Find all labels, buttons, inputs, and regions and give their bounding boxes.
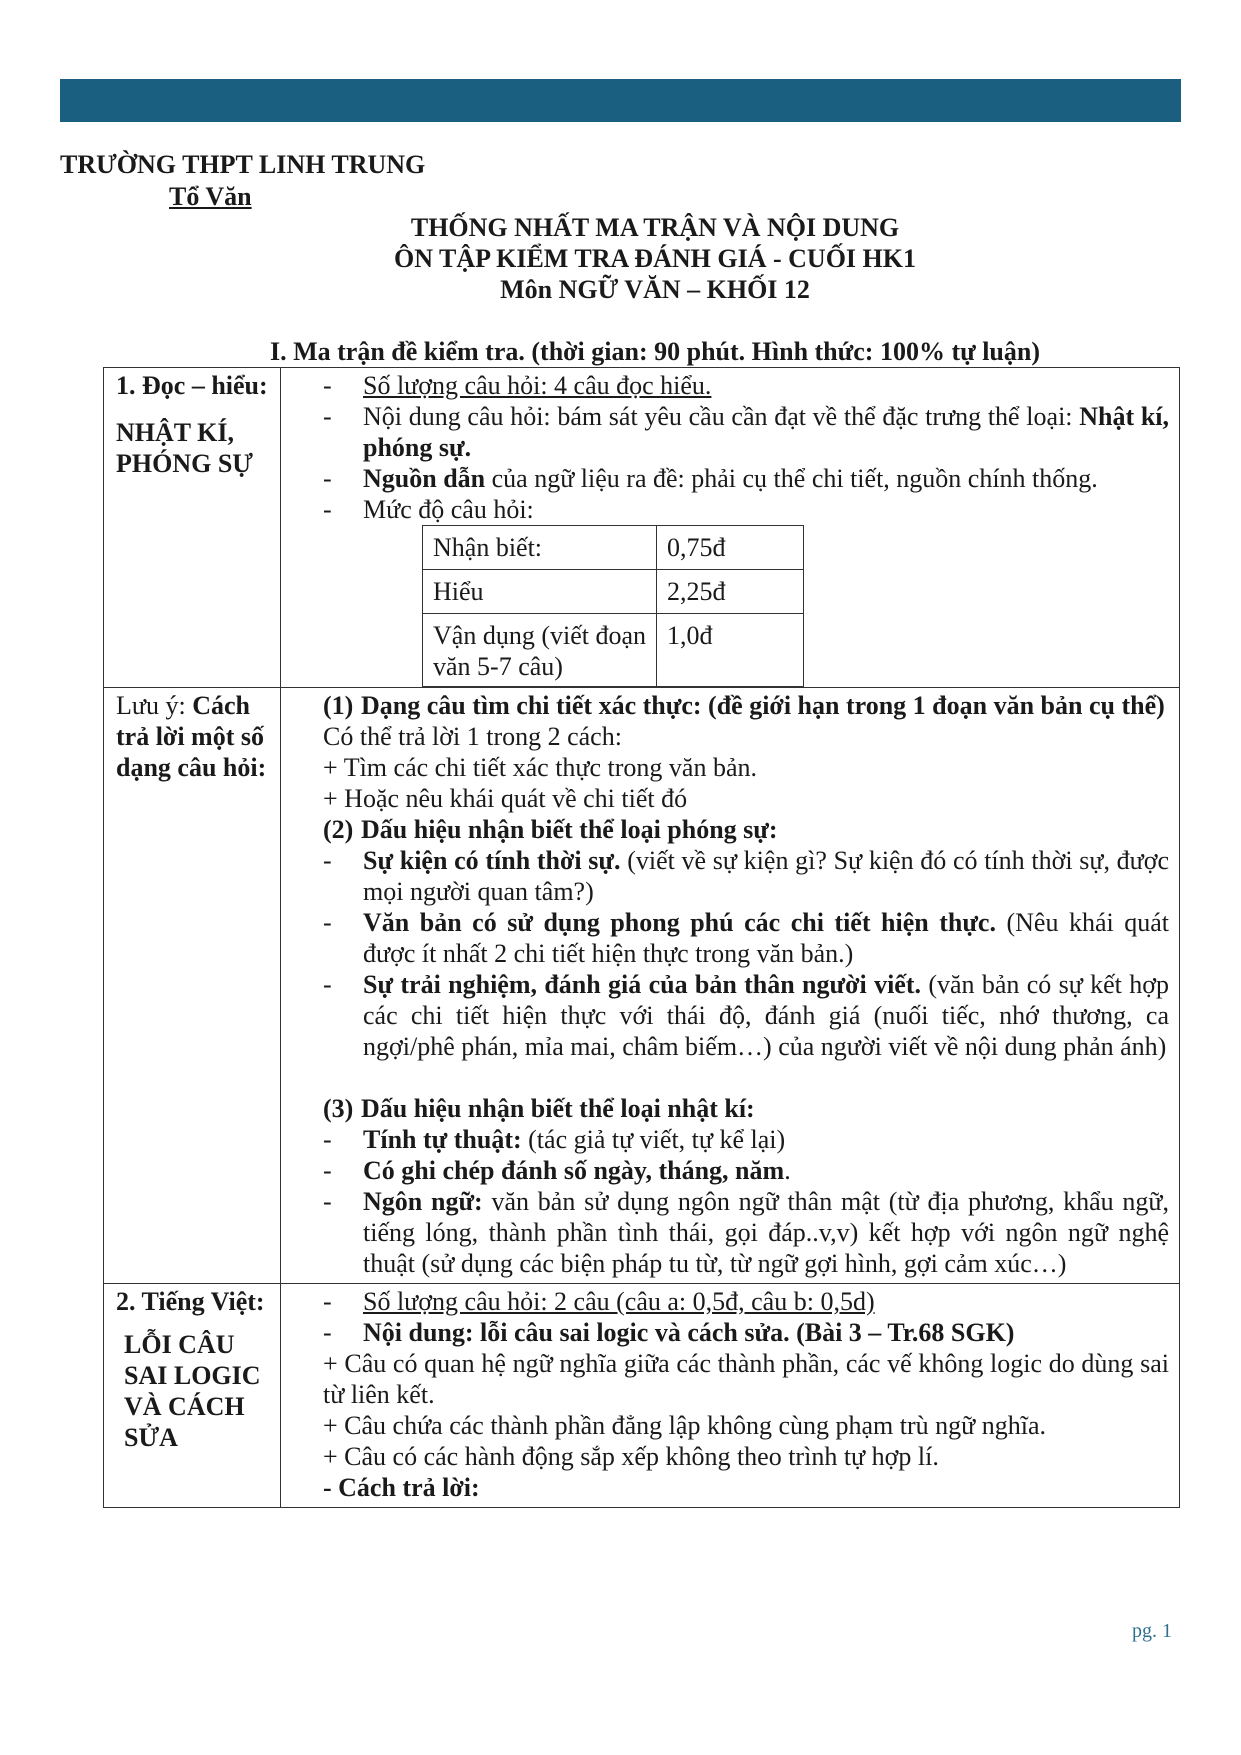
list-item: - Số lượng câu hỏi: 4 câu đọc hiểu. bbox=[323, 371, 712, 400]
department-name: Tổ Văn bbox=[169, 182, 252, 211]
list-item: - Mức độ câu hỏi: bbox=[323, 495, 534, 524]
row-vietnamese-topic: LỖI CÂU SAI LOGIC VÀ CÁCH SỬA bbox=[124, 1330, 261, 1452]
list-item: - Sự trải nghiệm, đánh giá của bản thân người viết. (văn bản có sự kết hợp các chi tiết hiện thực với thái độ, đánh giá (nuối tiếc, nhớ thương, ca ngợi/phê phán, mỉa mai, châm biếm…) của người viết về nội dung phản ánh) bbox=[323, 970, 1169, 1061]
row-vietnamese-label bbox=[104, 1284, 281, 1508]
list-item: (2) Dấu hiệu nhận biết thể loại phóng sự: bbox=[323, 815, 778, 844]
table-row: Nhận biết: 0,75đ bbox=[423, 526, 804, 570]
list-item: (1) Dạng câu tìm chi tiết xác thực: (đề giới hạn trong 1 đoạn văn bản cụ thể) bbox=[323, 691, 1165, 720]
list-item: - Có ghi chép đánh số ngày, tháng, năm. bbox=[323, 1156, 791, 1185]
school-name: TRƯỜNG THPT LINH TRUNG bbox=[60, 150, 426, 179]
row-reading bbox=[104, 368, 1180, 688]
list-item: - Nguồn dẫn của ngữ liệu ra đề: phải cụ thể chi tiết, nguồn chính thống. bbox=[323, 464, 1098, 493]
title-line-3: Môn NGỮ VĂN – KHỐI 12 bbox=[500, 275, 810, 304]
title-line-2: ÔN TẬP KIỂM TRA ĐÁNH GIÁ - CUỐI HK1 bbox=[394, 244, 916, 273]
row-vietnamese-content: - Số lượng câu hỏi: 2 câu (câu a: 0,5đ, câu b: 0,5d) - Nội dung: lỗi câu sai logic và cách sửa. (Bài 3 – Tr.68 SGK) + Câu có quan hệ ngữ nghĩa giữa các thành phần, các vế không logic do dùng sai từ liên kết. + Câu chứa các thành phần đẳng lập không cùng phạm trù ngữ nghĩa. + Câu có các hành động sắp xếp không theo trình tự hợp lí. - Cách trả lời: bbox=[281, 1284, 1180, 1508]
row-vietnamese bbox=[104, 1284, 1180, 1508]
row-notes-content: (1) Dạng câu tìm chi tiết xác thực: (đề giới hạn trong 1 đoạn văn bản cụ thể) Có thể trả lời 1 trong 2 cách: + Tìm các chi tiết xác thực trong văn bản. + Hoặc nêu khái quát về chi tiết đó (2) Dấu hiệu nhận biết thể loại phóng sự: - Sự kiện có tính thời sự. (viết về sự kiện gì? Sự kiện đó có tính thời sự, được mọi người quan tâm?) - Văn bản có sử dụng phong phú các chi tiết hiện thực. (Nêu khái quát được ít nhất 2 chi tiết hiện thực trong văn bản.) - Sự trải nghiệm, đánh giá của bản thân người viết. (văn bản có sự kết hợp các chi tiết hiện thực với thái độ, đánh giá (nuối tiếc, nhớ thương, ca ngợi/phê phán, mỉa mai, châm biếm…) của người viết về nội dung phản ánh) (3) Dấu hiệu nhận biết thể loại nhật kí: - Tính tự thuật: (tác giả tự viết, tự kể lại) - Có ghi chép đánh số ngày, tháng, năm. - Ngôn ngữ: văn bản sử dụng ngôn ngữ thân mật (từ địa phương, khẩu ngữ, tiếng lóng, thành phần tình thái, gọi đáp..v,v) kết hợp với ngôn ngữ nghệ thuật (sử dụng các biện pháp tu từ, từ ngữ gợi hình, gợi cảm xúc…) bbox=[281, 688, 1180, 1284]
section-heading: I. Ma trận đề kiểm tra. (thời gian: 90 phút. Hình thức: 100% tự luận) bbox=[269, 337, 1041, 366]
row-reading-label bbox=[104, 368, 281, 688]
list-item: (3) Dấu hiệu nhận biết thể loại nhật kí: bbox=[323, 1094, 755, 1123]
list-item: - Ngôn ngữ: văn bản sử dụng ngôn ngữ thân mật (từ địa phương, khẩu ngữ, tiếng lóng, thành phần tình thái, gọi đáp..v,v) kết hợp với ngôn ngữ nghệ thuật (sử dụng các biện pháp tu từ, từ ngữ gợi hình, gợi cảm xúc…) bbox=[323, 1187, 1170, 1278]
list-item: - Sự kiện có tính thời sự. (viết về sự kiện gì? Sự kiện đó có tính thời sự, được mọi người quan tâm?) bbox=[323, 846, 1170, 906]
page-number: pg. 1 bbox=[1132, 1620, 1172, 1642]
row-reading-content bbox=[281, 368, 1180, 688]
table-row: Vận dụng (viết đoạn văn 5-7 câu) 1,0đ bbox=[423, 614, 804, 687]
list-item: - Tính tự thuật: (tác giả tự viết, tự kể lại) bbox=[323, 1125, 786, 1154]
table-row: Hiểu 2,25đ bbox=[423, 570, 804, 614]
row-notes bbox=[104, 688, 1180, 1284]
row-reading-genre: NHẬT KÍ, PHÓNG SỰ bbox=[116, 418, 253, 478]
title-line-1: THỐNG NHẤT MA TRẬN VÀ NỘI DUNG bbox=[410, 213, 900, 242]
list-item: - Văn bản có sử dụng phong phú các chi tiết hiện thực. (Nêu khái quát được ít nhất 2 chi tiết hiện thực trong văn bản.) bbox=[323, 908, 1169, 968]
row-vietnamese-title: 2. Tiếng Việt: bbox=[116, 1287, 265, 1316]
list-item: - Số lượng câu hỏi: 2 câu (câu a: 0,5đ, câu b: 0,5d) bbox=[323, 1287, 875, 1316]
row-reading-title: 1. Đọc – hiểu: bbox=[116, 371, 268, 400]
level-table bbox=[422, 525, 804, 687]
header-banner bbox=[60, 79, 1181, 122]
list-item: - Nội dung câu hỏi: bám sát yêu cầu cần đạt về thể đặc trưng thể loại: Nhật kí, phóng sự. bbox=[323, 402, 1169, 462]
row-notes-label: Lưu ý: Cách trả lời một số dạng câu hỏi: bbox=[104, 688, 281, 1284]
document-title bbox=[60, 212, 1241, 305]
list-item: - Nội dung: lỗi câu sai logic và cách sửa. (Bài 3 – Tr.68 SGK) bbox=[323, 1318, 1015, 1347]
matrix-table bbox=[103, 367, 1180, 1508]
